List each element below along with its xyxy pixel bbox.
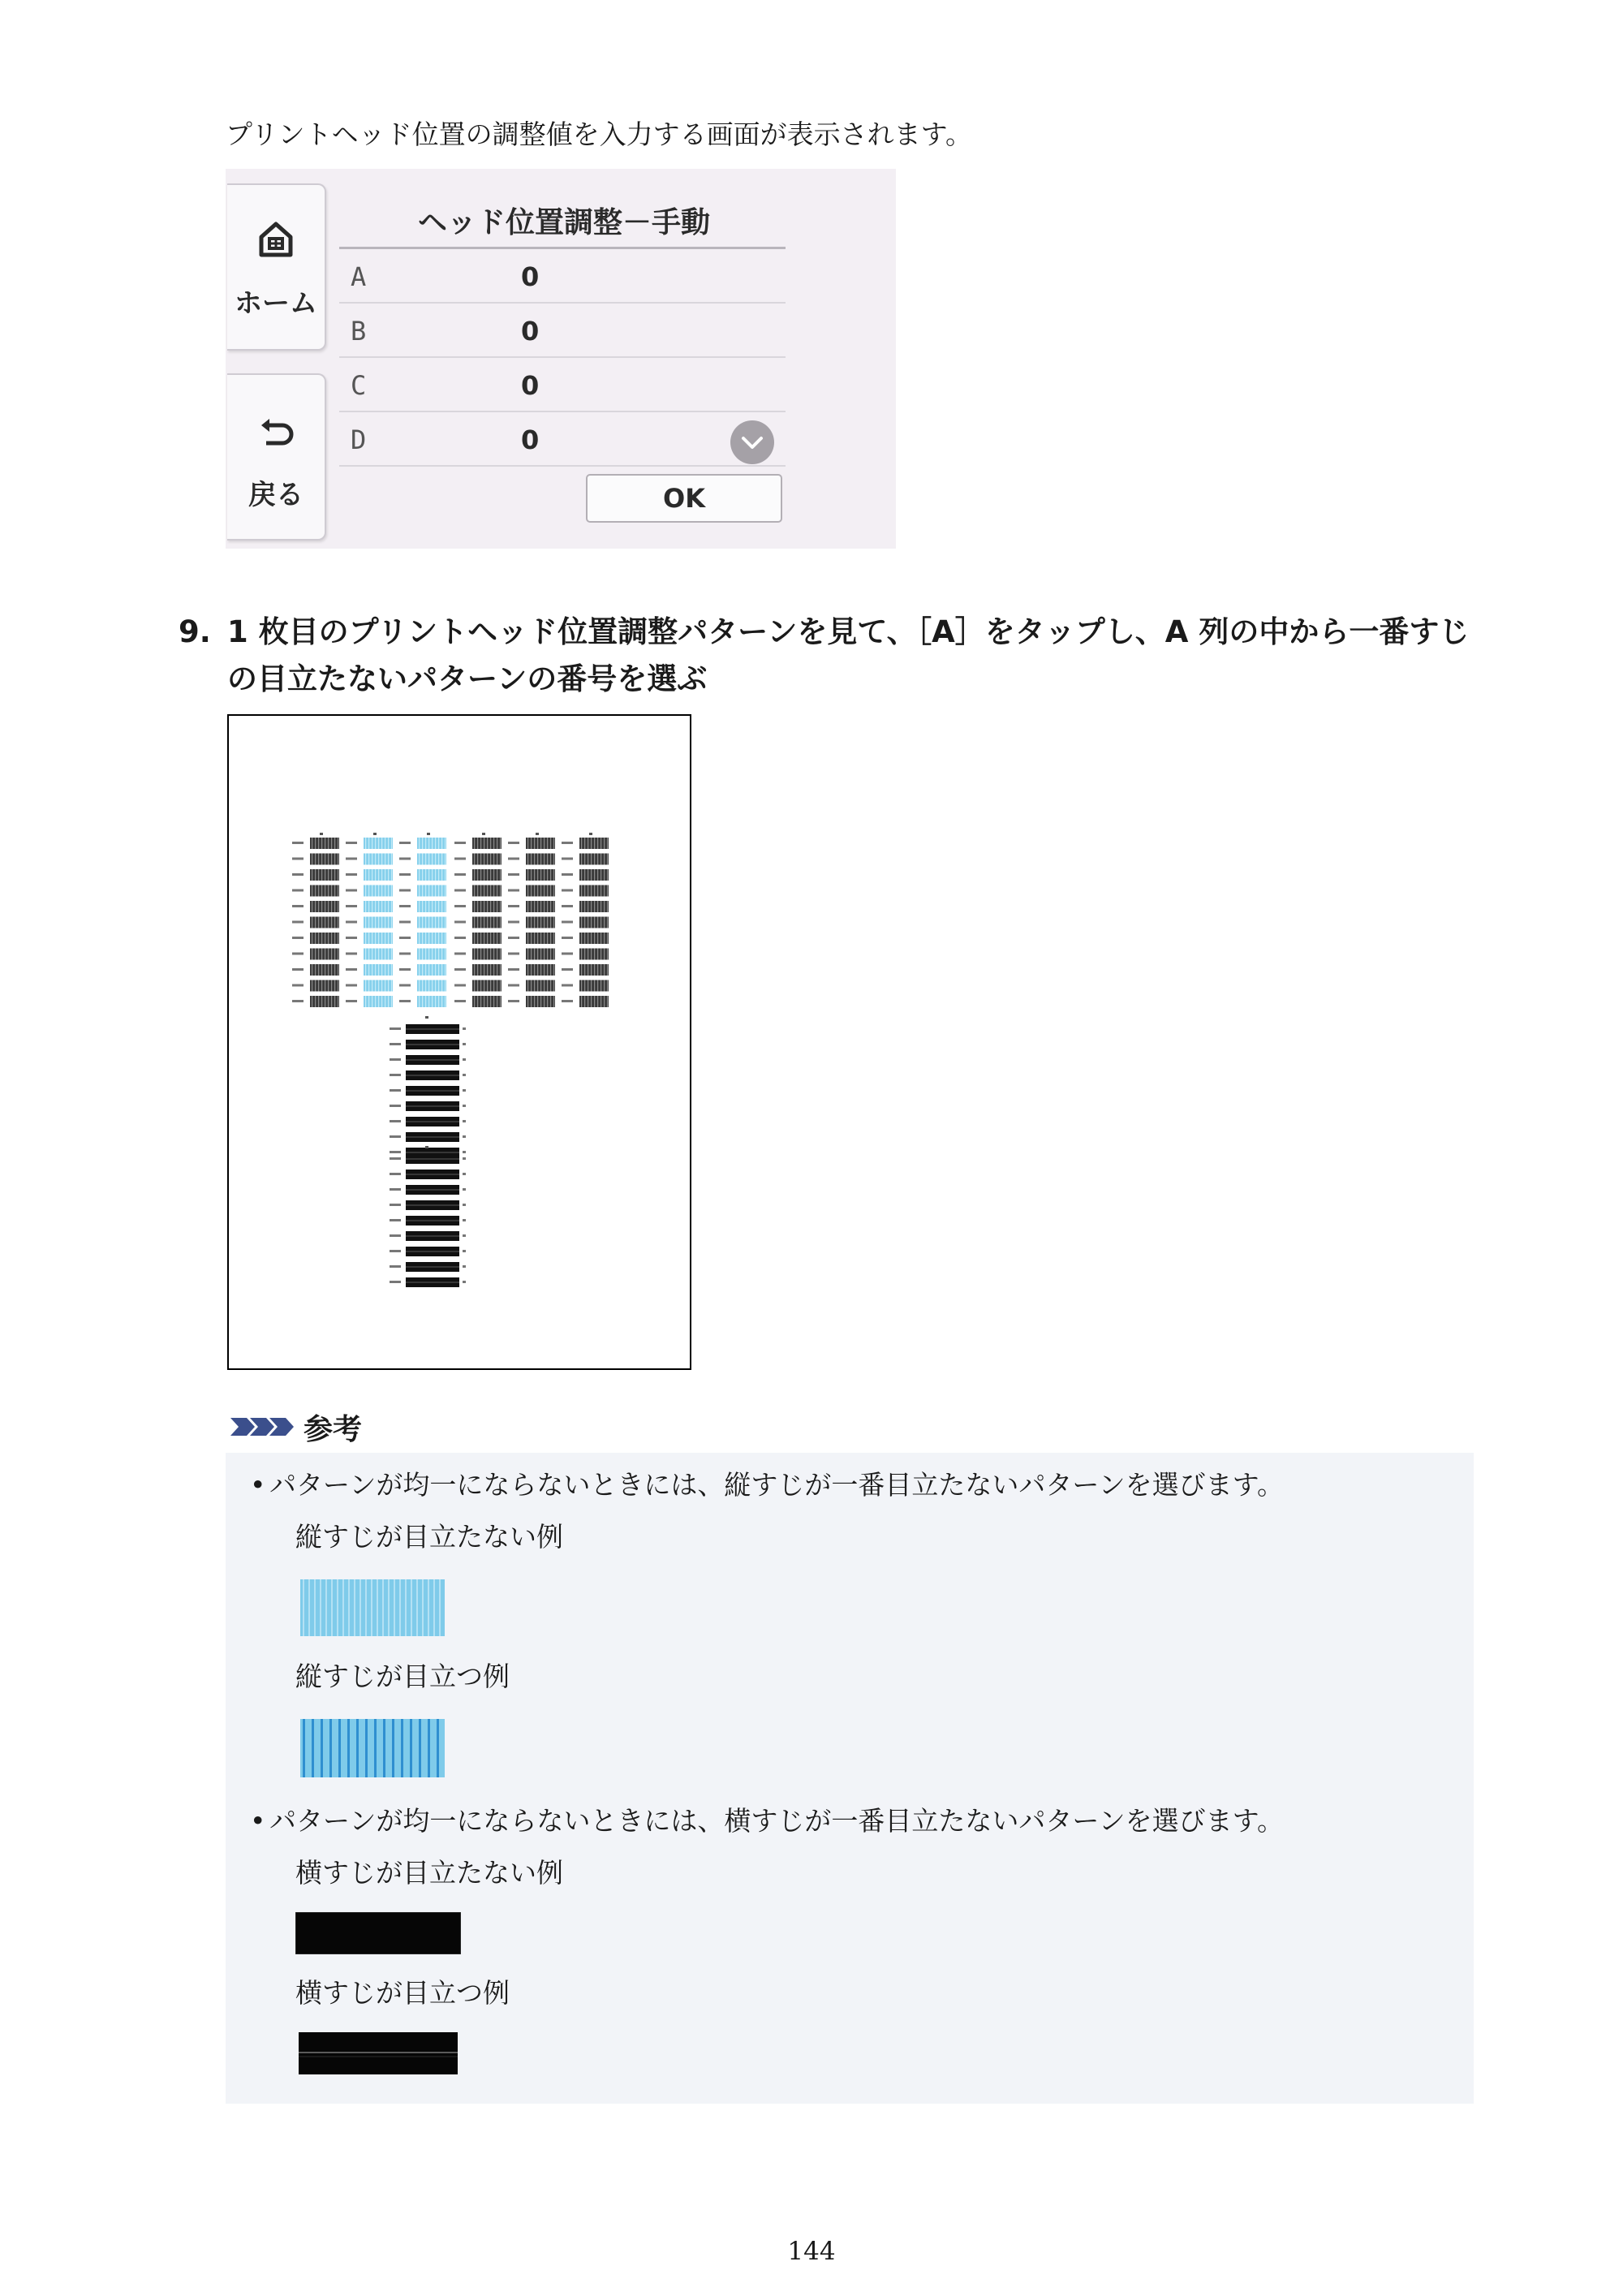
chevron-down-icon	[730, 420, 774, 464]
row-value: 0	[521, 316, 540, 347]
row-key: A	[351, 261, 367, 292]
intro-text: プリントヘッド位置の調整値を入力する画面が表示されます。	[226, 118, 973, 150]
row-value: 0	[521, 370, 540, 401]
row-key: C	[351, 370, 367, 401]
vertical-streak-subtle-sample	[300, 1579, 445, 1639]
step-instruction: 1 枚目のプリントヘッド位置調整パターンを見て、［A］をタップし、A 列の中から一番すじの目立たないパターンの番号を選ぶ	[227, 614, 1470, 696]
note-arrows-icon	[229, 1415, 295, 1439]
back-label: 戻る	[248, 479, 304, 511]
horizontal-streak-subtle-sample	[295, 1912, 461, 1958]
home-button[interactable]	[227, 183, 326, 351]
back-arrow-icon	[227, 417, 325, 450]
adjust-row-b[interactable]	[339, 304, 786, 358]
row-value: 0	[521, 424, 540, 455]
note-box	[226, 1453, 1474, 2104]
pattern-sheet-figure	[227, 714, 691, 1370]
adjust-row-c[interactable]	[339, 359, 786, 412]
note-bullet-horizontal: • パターンが均一にならないときには、横すじが一番目立たないパターンを選びます。	[269, 1805, 1284, 1837]
row-key: B	[351, 316, 367, 347]
panel-screenshot	[226, 169, 896, 549]
home-icon	[227, 221, 325, 261]
adjust-row-a[interactable]	[339, 250, 786, 304]
ok-button[interactable]: OK	[586, 474, 782, 523]
vertical-streak-visible-sample	[300, 1719, 445, 1781]
row-value: 0	[521, 261, 540, 292]
adjust-row-d[interactable]	[339, 413, 786, 467]
back-button[interactable]	[227, 373, 326, 541]
example-label: 縦すじが目立つ例	[295, 1661, 510, 1692]
note-title: 参考	[304, 1412, 363, 1446]
row-key: D	[351, 424, 367, 455]
page-number: 144	[787, 2237, 836, 2266]
panel-title: ヘッド位置調整－手動	[417, 206, 710, 239]
example-label: 横すじが目立たない例	[295, 1857, 563, 1889]
note-header	[229, 1404, 362, 1450]
example-label: 横すじが目立つ例	[295, 1977, 510, 2009]
step-number: 9.	[179, 614, 211, 649]
scroll-down-button[interactable]	[730, 420, 774, 464]
note-bullet-vertical: • パターンが均一にならないときには、縦すじが一番目立たないパターンを選びます。	[269, 1469, 1284, 1501]
pattern-sheet-graphic	[229, 716, 690, 1368]
home-label: ホーム	[235, 287, 317, 320]
title-divider	[339, 247, 786, 249]
horizontal-streak-visible-sample	[299, 2032, 458, 2078]
example-label: 縦すじが目立たない例	[295, 1521, 563, 1553]
